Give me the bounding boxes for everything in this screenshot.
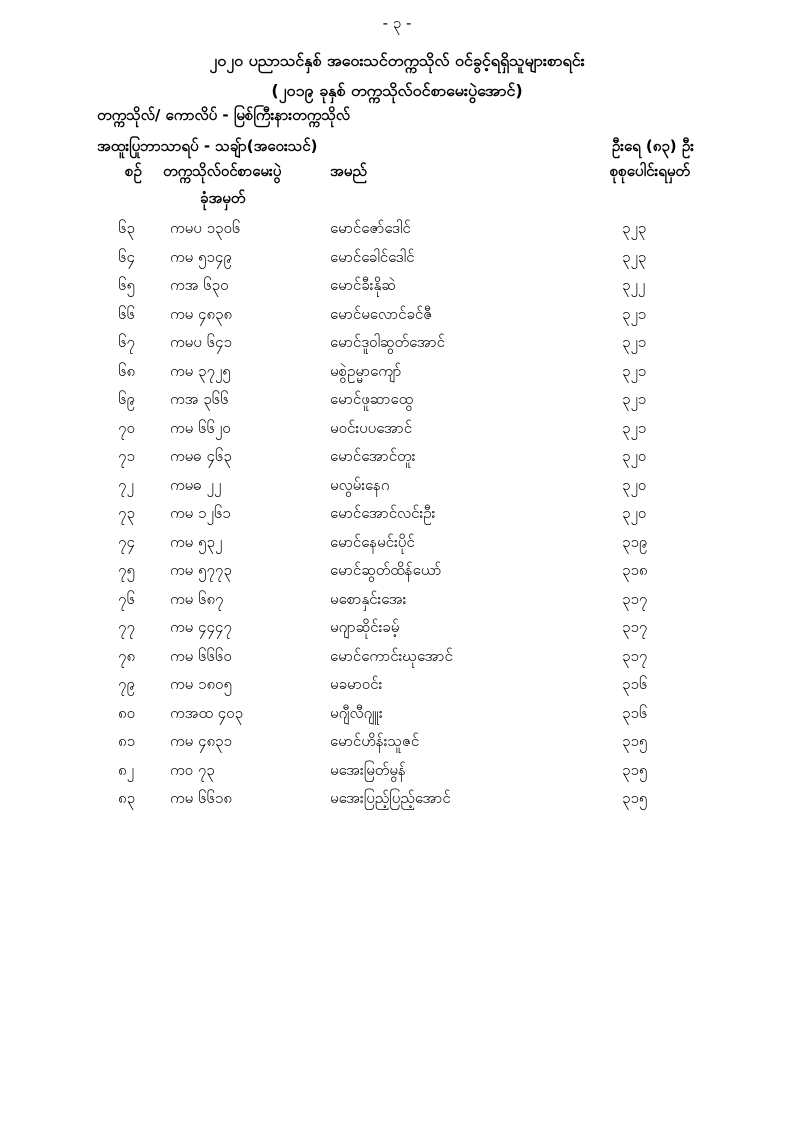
name-cell: မောင်ခေါင်ဒေါင် xyxy=(330,247,415,266)
row-number: ၈၁ xyxy=(118,732,136,750)
table-row xyxy=(0,476,794,505)
exam-id-cell: ကမ ၁၂၆၁ xyxy=(170,504,231,522)
table-row xyxy=(0,305,794,334)
table-row xyxy=(0,333,794,362)
exam-id-cell: ကမ ၅၁၄၉ xyxy=(170,247,232,266)
total-count: ဦးရေ (၈၃) ဦး xyxy=(611,137,694,155)
marks-cell: ၃၁၆ xyxy=(622,703,648,722)
marks-cell: ၃၂၃ xyxy=(622,219,647,237)
name-cell: မောင်အောင်တူး xyxy=(330,447,416,465)
row-number: ၆၇ xyxy=(118,333,135,351)
row-number: ၈၂ xyxy=(118,760,134,779)
row-number: ၇၀ xyxy=(118,418,135,437)
university-line: တက္ကသိုလ်/ ကောလိပ် - မြစ်ကြီးနားတက္ကသိုလ် xyxy=(97,106,350,124)
row-number: ၇၃ xyxy=(118,504,135,522)
table-row xyxy=(0,276,794,305)
exam-id-cell: ကဝ ၇၃ xyxy=(170,760,215,779)
marks-cell: ၃၁၈ xyxy=(622,561,648,579)
table-row xyxy=(0,647,794,676)
marks-cell: ၃၁၅ xyxy=(622,789,648,807)
row-number: ၆၄ xyxy=(118,247,135,266)
row-number: ၆၃ xyxy=(118,219,135,237)
name-cell: မစောနှင်းအေး xyxy=(330,589,407,608)
marks-cell: ၃၂၁ xyxy=(622,390,647,408)
marks-cell: ၃၁၆ xyxy=(622,675,648,693)
name-cell: မစွဲဥမ္မာကျော် xyxy=(330,361,402,380)
exam-id-cell: ကမ ၅၃၂ xyxy=(170,532,223,551)
row-number: ၆၈ xyxy=(118,361,136,380)
table-row xyxy=(0,732,794,761)
page-number: - ၃ - xyxy=(382,14,412,32)
exam-id-cell: ကမ ၄၈၃၈ xyxy=(170,304,233,323)
name-cell: မဂျာဆိုင်းခမ့် xyxy=(330,618,400,636)
row-number: ၇၄ xyxy=(118,532,135,551)
major-line: အထူးပြုဘာသာရပ် - သချ်ာ(အဝေးသင်) xyxy=(97,137,318,155)
name-cell: မဝင်းပပအောင် xyxy=(330,418,413,437)
exam-id-cell: ကအထ ၄၀၃ xyxy=(170,703,244,722)
marks-cell: ၃၁၇ xyxy=(622,589,648,608)
name-cell: မောင်နေမင်းပိုင် xyxy=(330,532,415,551)
name-cell: မောင်ဖူဆာထွေ xyxy=(330,390,414,408)
exam-id-cell: ကမ ၆၆၆၀ xyxy=(170,646,232,665)
marks-cell: ၃၂၁ xyxy=(622,418,647,437)
row-number: ၇၅ xyxy=(118,561,135,579)
row-number: ၈၀ xyxy=(118,703,136,722)
name-cell: မအေးမြတ်မွန် xyxy=(330,760,406,779)
results-table xyxy=(0,219,794,818)
exam-id-cell: ကမ ၆၈၇ xyxy=(170,589,224,608)
row-number: ၇၂ xyxy=(118,475,134,494)
marks-cell: ၃၂၀ xyxy=(622,447,647,465)
exam-id-cell: ကမ ၃၇၂၅ xyxy=(170,361,231,380)
table-row xyxy=(0,248,794,277)
name-cell: မောင်ဆွတ်ထိန်ယော် xyxy=(330,561,442,579)
row-number: ၇၉ xyxy=(118,675,135,693)
marks-cell: ၃၂၁ xyxy=(622,304,647,323)
table-row xyxy=(0,447,794,476)
table-row xyxy=(0,704,794,733)
row-number: ၇၁ xyxy=(118,447,135,465)
marks-cell: ၃၁၇ xyxy=(622,618,648,636)
exam-id-cell: ကမ ၆၆၂၀ xyxy=(170,418,231,437)
exam-id-cell: ကအ ၆၃၀ xyxy=(170,276,229,294)
table-row xyxy=(0,590,794,619)
table-row xyxy=(0,561,794,590)
name-cell: မောင်ခီးနိုဆဲ xyxy=(330,276,396,294)
name-cell: မခမာဝင်း xyxy=(330,675,383,693)
exam-id-cell: ကမပ ၁၃၀၆ xyxy=(170,219,241,237)
name-cell: မောင်ဇော်ဒေါင် xyxy=(330,219,411,237)
table-row xyxy=(0,219,794,248)
marks-cell: ၃၂၀ xyxy=(622,504,647,522)
table-row xyxy=(0,504,794,533)
header-name: အမည် xyxy=(330,162,367,180)
exam-id-cell: ကအ ၃၆၆ xyxy=(170,390,229,408)
exam-id-cell: ကမ ၆၆၁၈ xyxy=(170,789,232,807)
marks-cell: ၃၂၁ xyxy=(622,361,647,380)
exam-id-cell: ကမ ၄၄၄၇ xyxy=(170,618,232,636)
table-row xyxy=(0,533,794,562)
row-number: ၈၃ xyxy=(118,789,136,807)
name-cell: မောင်အောင်လင်းဦး xyxy=(330,504,436,522)
name-cell: မောင်ဒူဝါဆွတ်အောင် xyxy=(330,333,445,351)
document-subtitle: (၂၀၁၉ ခုနှစ် တက္ကသိုလ်ဝင်စာမေးပွဲအောင်) xyxy=(271,81,523,100)
table-row xyxy=(0,675,794,704)
name-cell: မောင်မလောင်ခင်ဇီ xyxy=(330,304,433,323)
table-row xyxy=(0,419,794,448)
table-row xyxy=(0,761,794,790)
name-cell: မောင်ကောင်းဃုအောင် xyxy=(330,646,453,665)
header-exam-id-line2: ခုံအမှတ် xyxy=(200,189,246,207)
row-number: ၇၇ xyxy=(118,618,135,636)
row-number: ၆၅ xyxy=(118,276,135,294)
exam-id-cell: ကမဓ ၂၂ xyxy=(170,475,222,494)
row-number: ၆၉ xyxy=(118,390,135,408)
marks-cell: ၃၂၀ xyxy=(622,475,647,494)
header-marks: စုစုပေါင်းရမှတ် xyxy=(609,162,690,180)
exam-id-cell: ကမ ၄၈၃၁ xyxy=(170,732,232,750)
document-title: ၂၀၂၀ ပညာသင်နှစ် အဝေးသင်တက္ကသိုလ် ဝင်ခွင့်ရရှိသူများစာရင်း xyxy=(209,51,585,70)
name-cell: မအေးပြည့်ပြည့်အောင် xyxy=(330,789,451,807)
marks-cell: ၃၂၂ xyxy=(622,276,646,294)
marks-cell: ၃၂၁ xyxy=(622,333,647,351)
row-number: ၆၆ xyxy=(118,304,135,323)
marks-cell: ၃၁၅ xyxy=(622,732,648,750)
marks-cell: ၃၂၃ xyxy=(622,247,647,266)
name-cell: မောင်ဟိန်းသူဇင် xyxy=(330,732,420,750)
exam-id-cell: ကမ ၅၇၇၃ xyxy=(170,561,232,579)
marks-cell: ၃၁၅ xyxy=(622,760,648,779)
table-row xyxy=(0,789,794,818)
table-row xyxy=(0,618,794,647)
row-number: ၇၈ xyxy=(118,646,136,665)
marks-cell: ၃၁၇ xyxy=(622,646,648,665)
table-row xyxy=(0,362,794,391)
exam-id-cell: ကမပ ၆၄၁ xyxy=(170,333,232,351)
name-cell: မလွမ်းနေဂ xyxy=(330,475,390,494)
exam-id-cell: ကမဓ ၄၆၃ xyxy=(170,447,232,465)
header-no: စဉ် xyxy=(125,162,142,180)
name-cell: မဂျီလီဂျူး xyxy=(330,703,383,722)
table-row xyxy=(0,390,794,419)
row-number: ၇၆ xyxy=(118,589,135,608)
exam-id-cell: ကမ ၁၈၀၅ xyxy=(170,675,232,693)
header-exam-id: တက္ကသိုလ်ဝင်စာမေးပွဲ xyxy=(163,162,282,180)
marks-cell: ၃၁၉ xyxy=(622,532,648,551)
